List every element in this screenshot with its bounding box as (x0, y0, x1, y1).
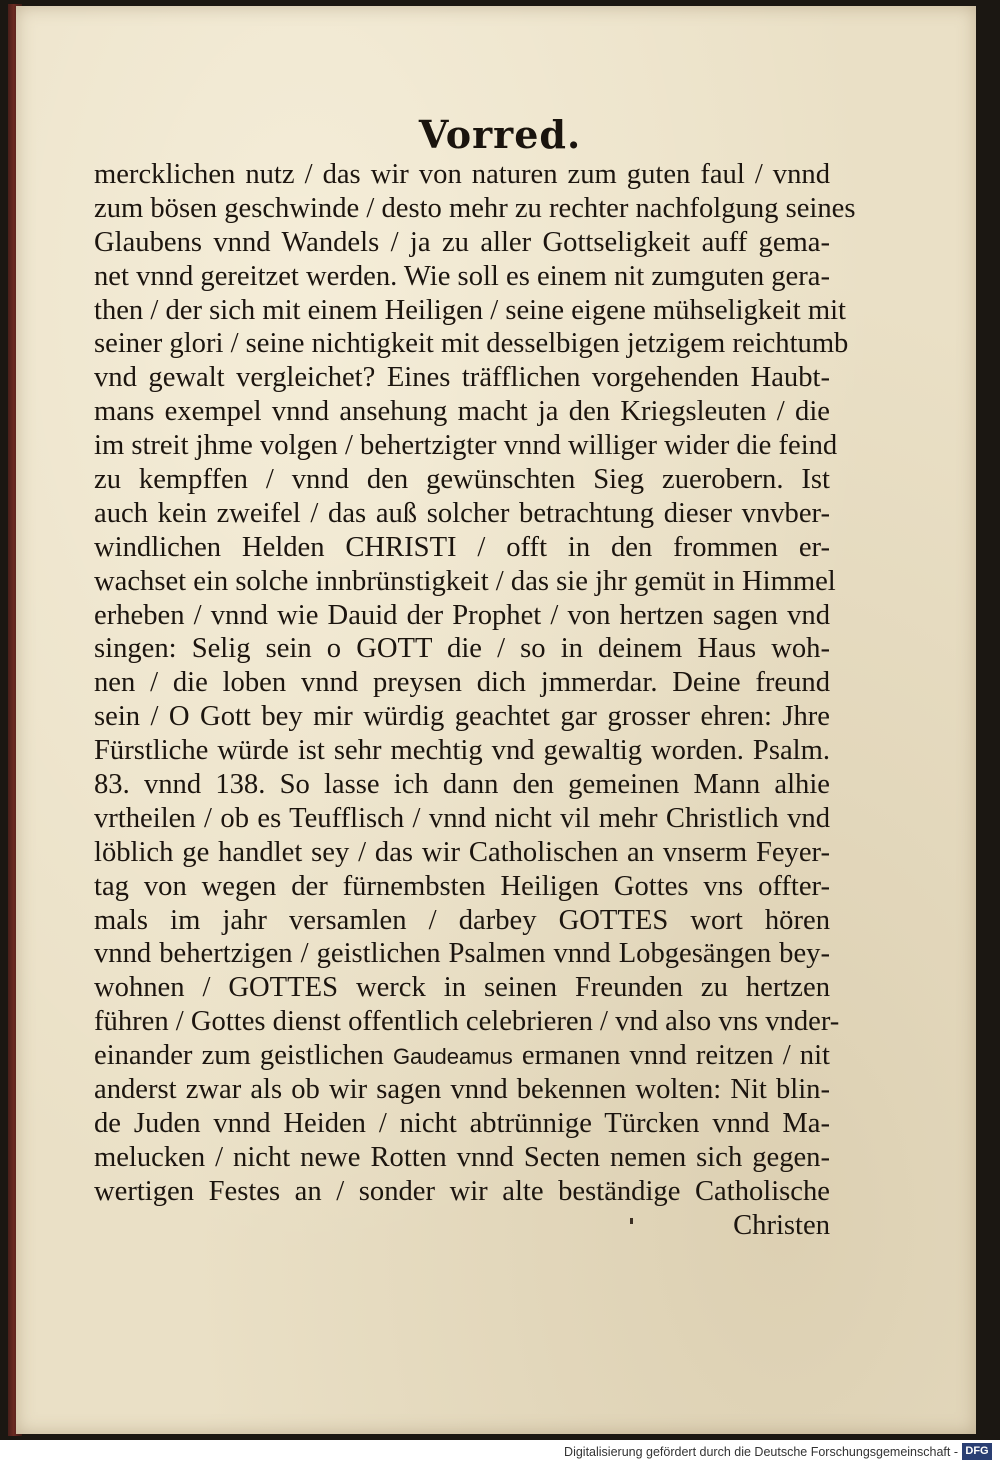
text-line-30: melucken / nicht newe Rotten vnnd Secten nemen sich gegen- (94, 1141, 830, 1173)
text-line-26: führen / Gottes dienst offentlich celebrieren / vnd also vns vnder- (94, 1006, 840, 1038)
text-line-16: nen / die loben vnnd preysen dich jmmerdar. Deine freund (94, 667, 830, 699)
text-line-10: zu kempffen / vnnd den gewünschten Sieg zuerobern. Ist (94, 464, 830, 496)
text-line-6: seiner glori / seine nichtigkeit mit desselbigen jetzigem reichtumb (94, 328, 849, 360)
text-line-12: windlichen Helden CHRISTI / offt in den frommen er- (94, 531, 830, 563)
antiqua-word: Gaudeamus (392, 1044, 513, 1070)
text-line-24: vnnd behertzigen / geistlichen Psalmen vnnd Lobgesängen bey- (94, 938, 830, 970)
body-text (94, 158, 856, 1243)
text-line-29: de Juden vnnd Heiden / nicht abtrünnige Türcken vnnd Ma- (94, 1107, 830, 1139)
text-line-20: vrtheilen / ob es Teufflisch / vnnd nicht vil mehr Christlich vnd (94, 802, 830, 834)
text-line-13: wachset ein solche innbrünstigkeit / das sie jhr gemüt in Himmel (94, 565, 836, 597)
text-line-11: auch kein zweifel / das auß solcher betrachtung dieser vnvber- (94, 497, 830, 529)
text-line-15: singen: Selig sein o GOTT die / so in deinem Haus woh- (94, 633, 830, 665)
text-line-3: Glaubens vnnd Wandels / ja zu aller Gottseligkeit auff gema- (94, 226, 830, 258)
catchword: Christen (733, 1209, 830, 1241)
text-line-8: mans exempel vnnd ansehung macht ja den Kriegsleuten / die (94, 396, 830, 428)
ink-speck (630, 1218, 633, 1224)
text-line-28: anderst zwar als ob wir sagen vnnd bekennen wolten: Nit blin- (94, 1074, 830, 1106)
text-line-23: mals im jahr versamlen / darbey GOTTES wort hören (94, 904, 830, 936)
text-line-27-start: einander zum geistlichen (94, 1040, 393, 1072)
text-line-19: 83. vnnd 138. So lasse ich dann den gemeinen Mann alhie (94, 769, 830, 801)
text-line-17: sein / O Gott bey mir würdig geachtet gar grosser ehren: Jhre (94, 701, 830, 733)
text-line-4: net vnnd gereitzet werden. Wie soll es einem nit zumguten gera- (94, 260, 830, 292)
text-line-18: Fürstliche würde ist sehr mechtig vnd gewaltig worden. Psalm. (94, 735, 830, 767)
dfg-logo: DFG (962, 1443, 992, 1460)
text-line-25: wohnen / GOTTES werck in seinen Freunden zu hertzen (94, 972, 830, 1004)
text-line-2: zum bösen geschwinde / desto mehr zu rechter nachfolgung seines (94, 192, 856, 224)
text-line-31: wertigen Festes an / sonder wir alte beständige Catholische (94, 1175, 830, 1207)
text-line-14: erheben / vnnd wie Dauid der Prophet / von hertzen sagen vnd (94, 599, 830, 631)
text-line-22: tag von wegen der fürnembsten Heiligen Gottes vns offter- (94, 870, 830, 902)
funding-credit: Digitalisierung gefördert durch die Deutsche Forschungsgemeinschaft - (564, 1445, 958, 1459)
text-line-1: mercklichen nutz / das wir von naturen zum guten faul / vnnd (94, 159, 830, 190)
text-line-27 (94, 1039, 830, 1073)
text-line-7: vnd gewalt vergleichet? Eines träfflichen vorgehenden Haubt- (94, 362, 830, 394)
text-line-27-end: ermanen vnnd reitzen / nit (512, 1040, 830, 1072)
text-line-5: then / der sich mit einem Heiligen / seine eigene mühseligkeit mit (94, 294, 846, 326)
text-line-21: löblich ge handlet sey / das wir Catholischen an vnserm Feyer- (94, 836, 830, 868)
text-line-9: im streit jhme volgen / behertzigter vnnd williger wider die feind (94, 430, 838, 462)
running-head: Vorred. (418, 112, 582, 157)
